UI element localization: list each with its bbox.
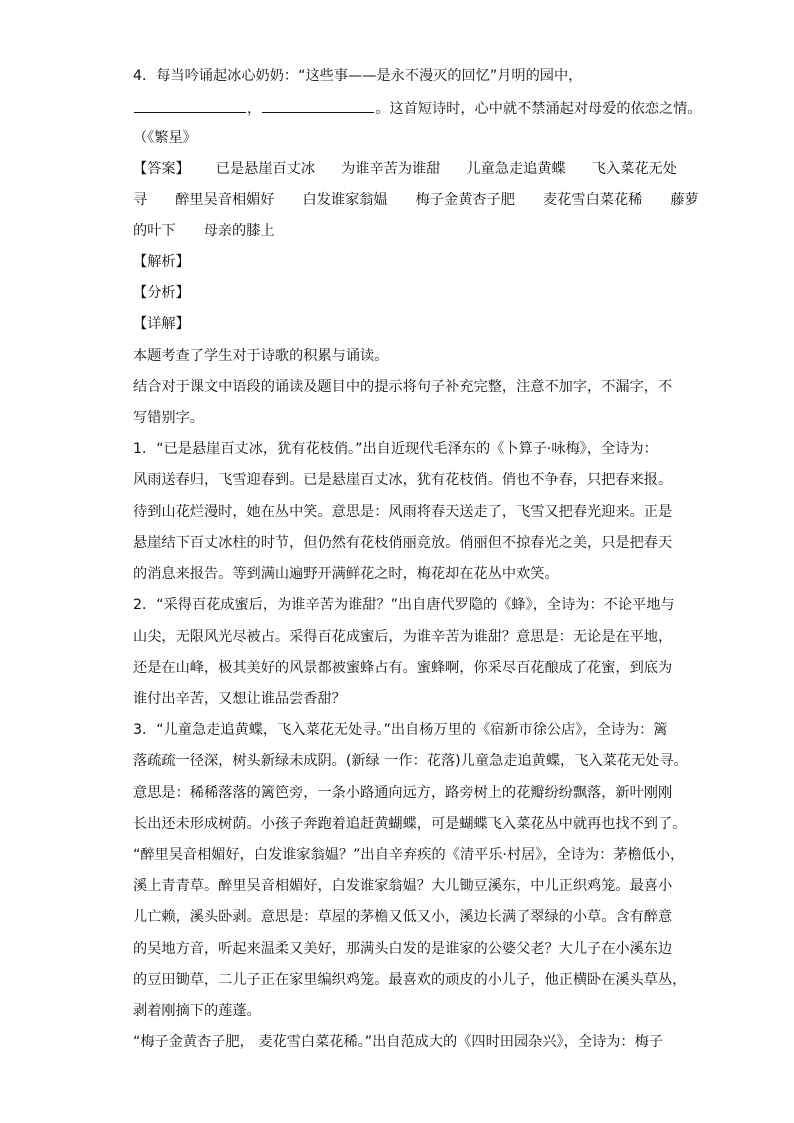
answer-line-3: [133, 221, 673, 241]
body-line: 的豆田锄草，二儿子正在家里编织鸡笼。最喜欢的顽皮的小儿子，他正横卧在溪头草丛，: [133, 972, 687, 988]
body-line: 写错别字。: [133, 410, 204, 426]
body-line: “梅子金黄杏子肥， 麦花雪白菜花稀。”出自范成大的《四时田园杂兴》，全诗为：梅子: [133, 1034, 663, 1050]
body-line: 剥着刚摘下的莲蓬。: [133, 1003, 261, 1019]
body-line: 结合对于课文中语段的诵读及题目中的提示将句子补充完整，注意不加字，不漏字，不: [133, 379, 673, 395]
answer-item: 白发谁家翁媪: [302, 192, 388, 208]
answer-item: 母亲的膝上: [203, 223, 275, 239]
body-line: “醉里吴音相媚好，白发谁家翁媪？”出自辛弃疾的《清平乐·村居》，全诗为：茅檐低小，: [133, 847, 685, 863]
answer-item: 为谁辛苦为谁甜: [341, 161, 441, 177]
question-line-2-tail: 。这首短诗时，心中就不禁涌起对母爱的依恋之情。: [375, 101, 702, 117]
answer-blank-1[interactable]: [134, 98, 246, 113]
answer-item: 儿童急走追黄蝶: [466, 161, 566, 177]
answer-blank-2[interactable]: [262, 98, 374, 113]
body-line: 待到山花烂漫时，她在丛中笑。意思是：风雨将春天送走了，飞雪又把春光迎来。正是: [133, 504, 673, 520]
answer-line-1: [133, 159, 677, 179]
body-line: 本题考查了学生对于诗歌的积累与诵读。: [133, 348, 389, 364]
answer-line-2: [133, 190, 699, 210]
body-line: 2．“采得百花成蜜后，为谁辛苦为谁甜？”出自唐代罗隐的《蜂》，全诗为：不论平地与: [133, 597, 675, 613]
answer-item: 飞入菜花无处: [591, 161, 677, 177]
section-xiangjie: 【详解】: [133, 316, 190, 332]
answer-item: 寻: [133, 192, 148, 208]
section-fenxi: 【分析】: [133, 285, 190, 301]
section-jiexi: 【解析】: [133, 254, 190, 270]
body-line: 的消息来报告。等到满山遍野开满鲜花之时，梅花却在花丛中欢笑。: [133, 566, 559, 582]
body-line: 悬崖结下百丈冰柱的时节，但仍然有花枝俏丽竞放。俏丽但不掠春光之美，只是把春天: [133, 535, 673, 551]
answer-item: 藤萝: [670, 192, 699, 208]
body-line: 落疏疏一径深，树头新绿未成阴。(新绿 一作：花落)儿童急走追黄蝶，飞入菜花无处寻。: [133, 753, 688, 769]
body-line: 1．“已是悬崖百丈冰，犹有花枝俏。”出自近现代毛泽东的《卜算子·咏梅》，全诗为：: [133, 441, 658, 457]
answer-label: 【答案】: [133, 161, 190, 177]
body-line: 长出还未形成树荫。小孩子奔跑着追赶黄蝴蝶，可是蝴蝶飞入菜花丛中就再也找不到了。: [133, 816, 687, 832]
question-source: （《繁星》: [133, 130, 197, 146]
answer-item: 醉里吴音相媚好: [175, 192, 275, 208]
question-line-1: 4．每当吟诵起冰心奶奶：“这些事——是永不漫灭的回忆”月明的园中，: [133, 68, 583, 84]
question-line-2: [133, 98, 702, 119]
answer-item: 麦花雪白菜花稀: [543, 192, 643, 208]
body-line: 谁付出辛苦，又想让谁品尝香甜？: [133, 691, 346, 707]
answer-item: 已是悬崖百丈冰: [215, 161, 316, 177]
body-line: 3．“儿童急走追黄蝶，飞入菜花无处寻。”出自杨万里的《宿新市徐公店》，全诗为：篱: [133, 722, 668, 738]
answer-item: 梅子金黄杏子肥: [415, 192, 515, 208]
answer-item: 的叶下: [133, 223, 176, 239]
body-line: 山尖，无限风光尽被占。采得百花成蜜后，为谁辛苦为谁甜？意思是：无论是在平地，: [133, 629, 673, 645]
body-line: 风雨送春归，飞雪迎春到。已是悬崖百丈冰，犹有花枝俏。俏也不争春，只把春来报。: [133, 472, 673, 488]
blank-separator: ，: [247, 101, 262, 117]
body-line: 还是在山峰，极其美好的风景都被蜜蜂占有。蜜蜂啊，你采尽百花酿成了花蜜，到底为: [133, 660, 673, 676]
body-line: 意思是：稀稀落落的篱笆旁，一条小路通向远方，路旁树上的花瓣纷纷飘落，新叶刚刚: [133, 785, 673, 801]
body-line: 的吴地方音，听起来温柔又美好，那满头白发的是谁家的公婆父老？大儿子在小溪东边: [133, 941, 673, 957]
body-line: 溪上青青草。醉里吴音相媚好，白发谁家翁媪？大儿锄豆溪东，中儿正织鸡笼。最喜小: [133, 878, 673, 894]
body-line: 儿亡赖，溪头卧剥。意思是：草屋的茅檐又低又小，溪边长满了翠绿的小草。含有醉意: [133, 909, 673, 925]
